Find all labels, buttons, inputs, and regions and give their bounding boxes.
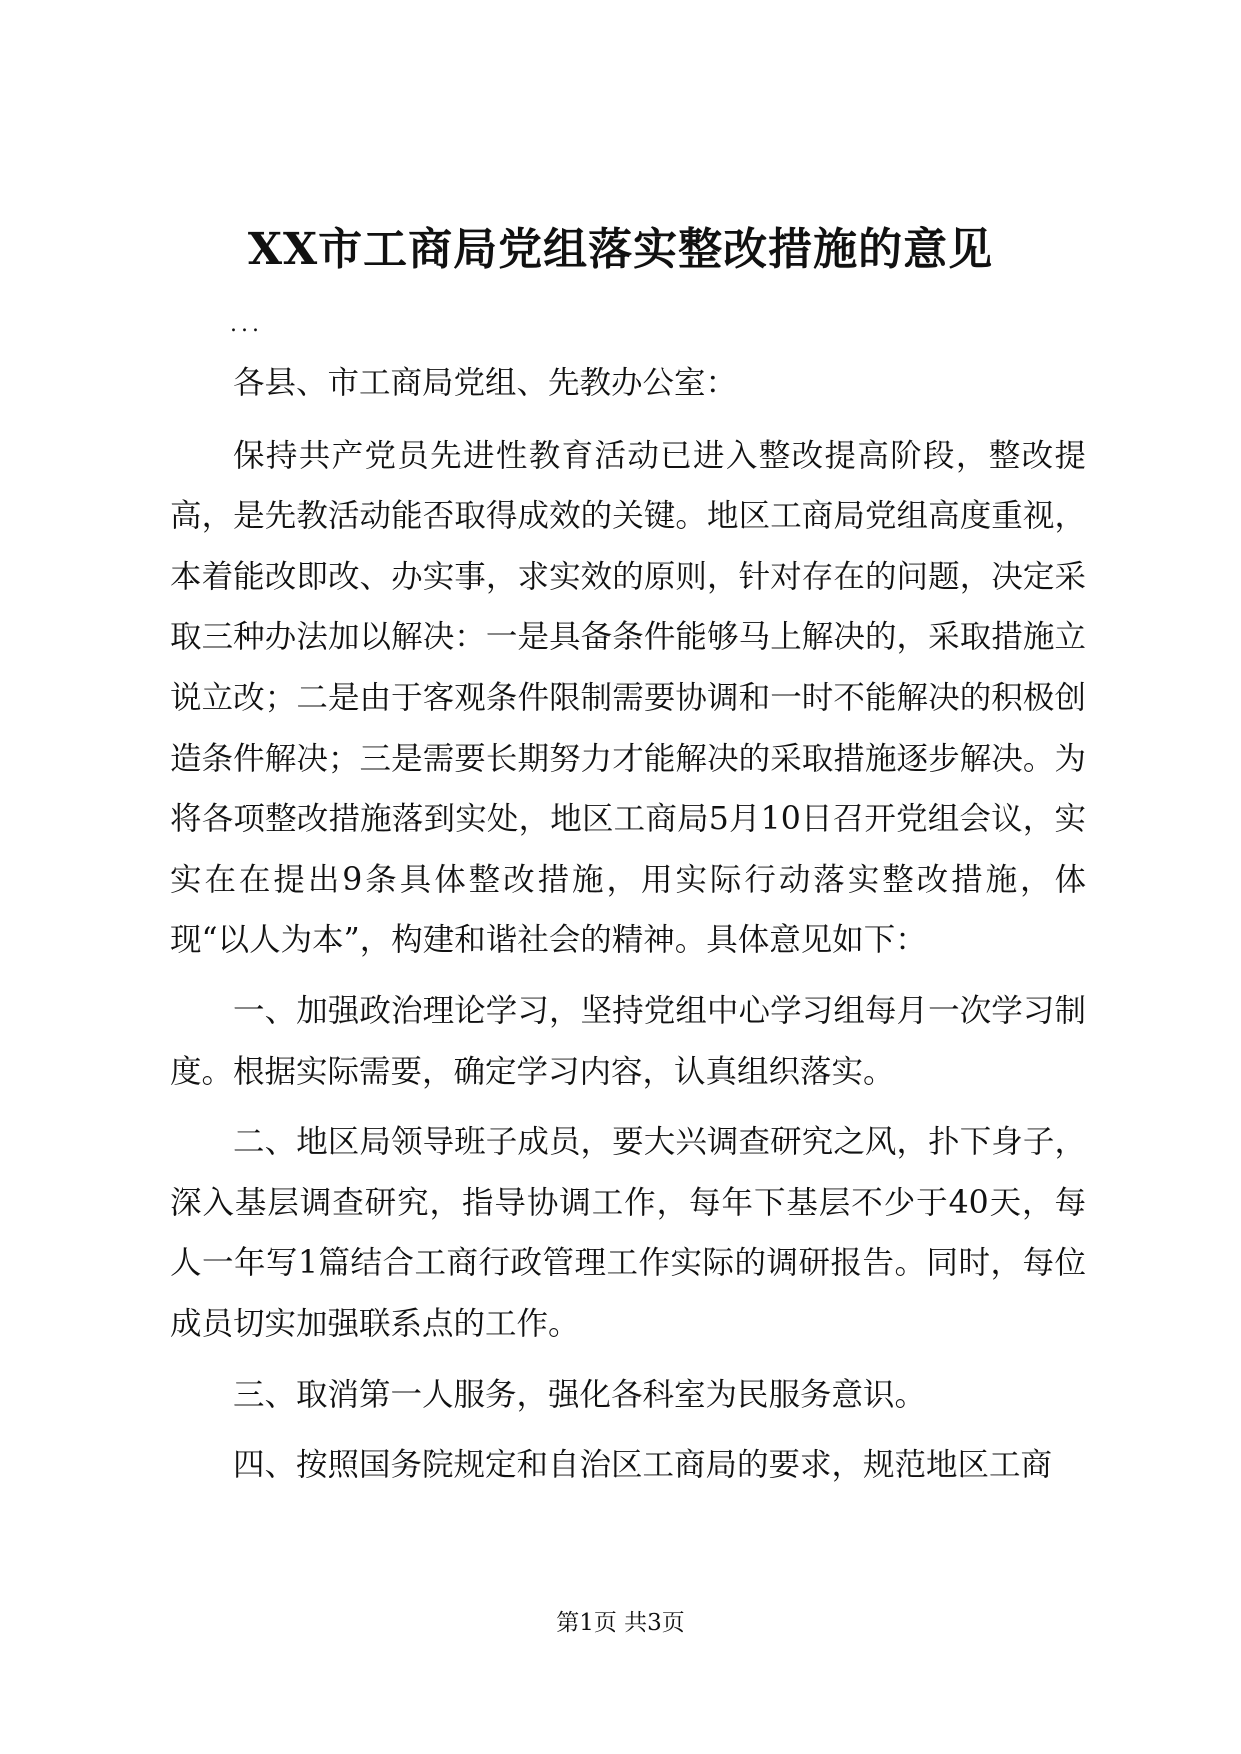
salutation: 各县、市工商局党组、先教办公室： xyxy=(233,365,738,401)
page-number-footer: 第1页 共3页 xyxy=(556,1610,685,1636)
paragraph-item-3: 三、取消第一人服务，强化各科室为民服务意识。 xyxy=(233,1376,927,1413)
ellipsis-marker: ... xyxy=(230,312,263,337)
document-title: XX市工商局党组落实整改措施的意见 xyxy=(247,224,994,275)
paragraph-item-4: 四、按照国务院规定和自治区工商局的要求，规范地区工商 xyxy=(233,1447,1053,1484)
paragraph-intro: 保持共产党员先进性教育活动已进入整改提高阶段，整改提高，是先教活动能否取得成效的关键。地区工商局党组高度重视，本着能改即改、办实事，求实效的原则，针对存在的问题，决定采取三种办法加以解决：一是具备条件能够马上解决的，采取措施立说立改；二是由于客观条件限制需要协调和一时不能解决的积极创造条件解决；三是需要长期努力才能解决的采取措施逐步解决。为将各项整改措施落到实处，地区工商局5月10日召开党组会议，实实在在提出9条具体整改措施，用实际行动落实整改措施，体现“以人为本”，构建和谐社会的精神。具体意见如下： xyxy=(170,437,1086,959)
paragraph-item-1: 一、加强政治理论学习，坚持党组中心学习组每月一次学习制度。根据实际需要，确定学习内容，认真组织落实。 xyxy=(170,992,1086,1090)
document-body xyxy=(170,353,1086,1506)
paragraph-item-2: 二、地区局领导班子成员，要大兴调查研究之风，扑下身子，深入基层调查研究，指导协调工作，每年下基层不少于40天，每人一年写1篇结合工商行政管理工作实际的调研报告。同时，每位成员切实加强联系点的工作。 xyxy=(170,1124,1086,1342)
